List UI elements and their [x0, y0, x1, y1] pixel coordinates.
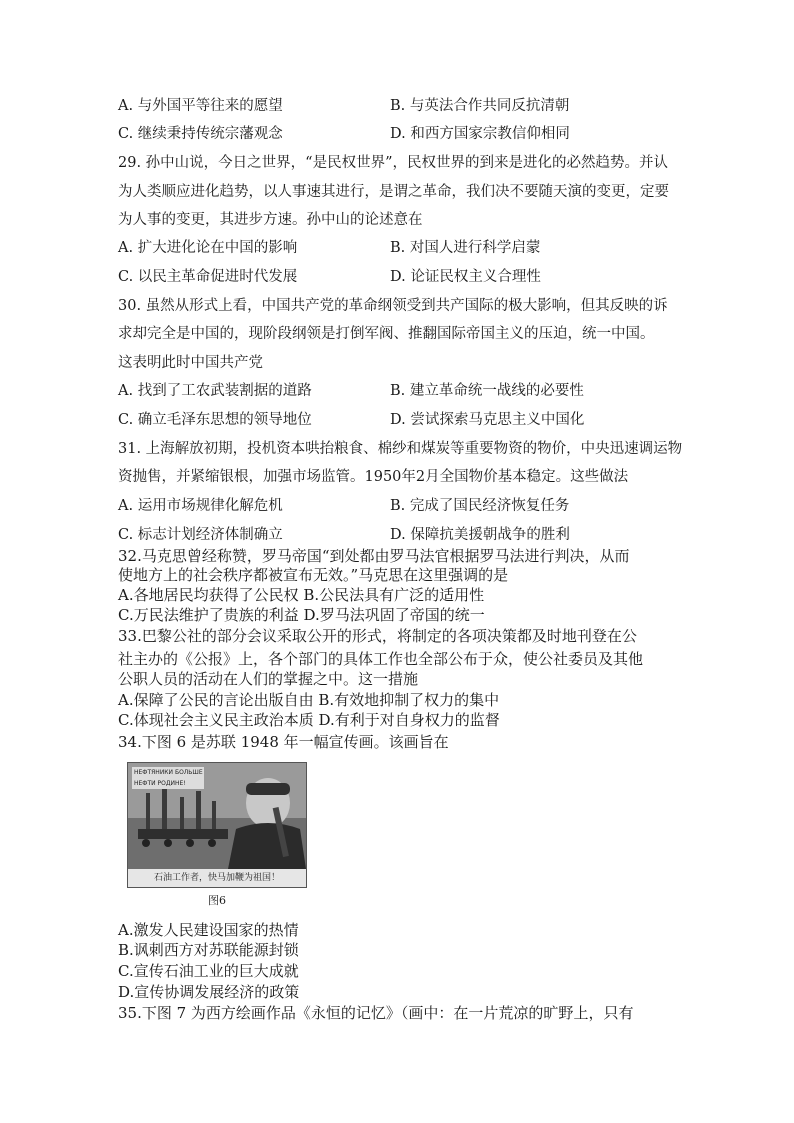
q32-options-cd: C.万民法维护了贵族的利益 D.罗马法巩固了帝国的统一 [118, 606, 485, 624]
q33-options-ab: A.保障了公民的言论出版自由 B.有效地抑制了权力的集中 [118, 691, 500, 709]
q30-option-c: C. 确立毛泽东思想的领导地位 [118, 412, 312, 428]
q29-option-d: D. 论证民权主义合理性 [390, 269, 541, 285]
figure-label: 图6 [208, 894, 226, 907]
q31-stem-line-2: 资抛售，并紧缩银根，加强市场监管。1950年2月全国物价基本稳定。这些做法 [118, 469, 629, 485]
q30-stem-line-1: 30. 虽然从形式上看，中国共产党的革命纲领受到共产国际的极大影响，但其反映的诉 [118, 298, 668, 314]
q34-option-c: C.宣传石油工业的巨大成就 [118, 962, 299, 980]
q29-option-b: B. 对国人进行科学启蒙 [390, 240, 541, 256]
q34-stem: 34.下图 6 是苏联 1948 年一幅宣传画。该画旨在 [118, 733, 449, 751]
q32-options-ab: A.各地居民均获得了公民权 B.公民法具有广泛的适用性 [118, 586, 485, 604]
q30-stem-line-2: 求却完全是中国的，现阶段纲领是打倒军阀、推翻国际帝国主义的压迫，统一中国。 [118, 326, 655, 342]
q32-stem-line-1: 32.马克思曾经称赞，罗马帝国“到处都由罗马法官根据罗马法进行判决，从而 [118, 547, 630, 565]
q28-option-d: D. 和西方国家宗教信仰相同 [390, 126, 570, 142]
q30-option-b: B. 建立革命统一战线的必要性 [390, 383, 584, 399]
q34-option-b: B.讽刺西方对苏联能源封锁 [118, 941, 299, 959]
q33-stem-line-3: 公职人员的活动在人们的掌握之中。这一措施 [118, 670, 419, 688]
q34-option-d: D.宣传协调发展经济的政策 [118, 983, 300, 1001]
q29-stem-line-1: 29. 孙中山说，今日之世界，“是民权世界”，民权世界的到来是进化的必然趋势。并认 [118, 155, 668, 171]
q31-option-d: D. 保障抗美援朝战争的胜利 [390, 527, 570, 543]
q33-stem-line-1: 33.巴黎公社的部分会议采取公开的形式，将制定的各项决策都及时地刊登在公 [118, 627, 637, 645]
q30-option-a: A. 找到了工农武装割据的道路 [118, 383, 312, 399]
q31-option-a: A. 运用市场规律化解危机 [118, 498, 283, 514]
q33-stem-line-2: 社主办的《公报》上，各个部门的具体工作也全部公布于众，使公社委员及其他 [118, 650, 644, 668]
q31-option-c: C. 标志计划经济体制确立 [118, 527, 283, 543]
q30-stem-line-3: 这表明此时中国共产党 [118, 355, 263, 371]
q32-stem-line-2: 使地方上的社会秩序都被宣布无效。”马克思在这里强调的是 [118, 566, 509, 584]
q29-stem-line-2: 为人类顺应进化趋势，以人事速其进行，是谓之革命，我们决不要随天演的变更，定要 [118, 184, 669, 200]
soviet-oil-poster-image [127, 762, 307, 888]
q28-option-c: C. 继续秉持传统宗藩观念 [118, 126, 283, 142]
q30-option-d: D. 尝试探索马克思主义中国化 [390, 412, 585, 428]
poster-banner-text: НЕФТЯНИКИ БОЛЬШЕ НЕФТИ РОДИНЕ! [134, 769, 203, 787]
q34-option-a: A.激发人民建设国家的热情 [118, 921, 299, 939]
poster-caption: 石油工作者，快马加鞭为祖国！ [128, 869, 306, 887]
q28-option-a: A. 与外国平等往来的愿望 [118, 98, 283, 114]
q29-stem-line-3: 为人事的变更，其进步方速。孙中山的论述意在 [118, 212, 423, 228]
q33-options-cd: C.体现社会主义民主政治本质 D.有利于对自身权力的监督 [118, 711, 500, 729]
q35-stem-line-1: 35.下图 7 为西方绘画作品《永恒的记忆》（画中：在一片荒凉的旷野上，只有 [118, 1004, 634, 1022]
q29-option-a: A. 扩大进化论在中国的影响 [118, 240, 298, 256]
q29-option-c: C. 以民主革命促进时代发展 [118, 269, 298, 285]
q31-option-b: B. 完成了国民经济恢复任务 [390, 498, 570, 514]
q31-stem-line-1: 31. 上海解放初期，投机资本哄抬粮食、棉纱和煤炭等重要物资的物价，中央迅速调运物 [118, 441, 683, 457]
q28-option-b: B. 与英法合作共同反抗清朝 [390, 98, 570, 114]
